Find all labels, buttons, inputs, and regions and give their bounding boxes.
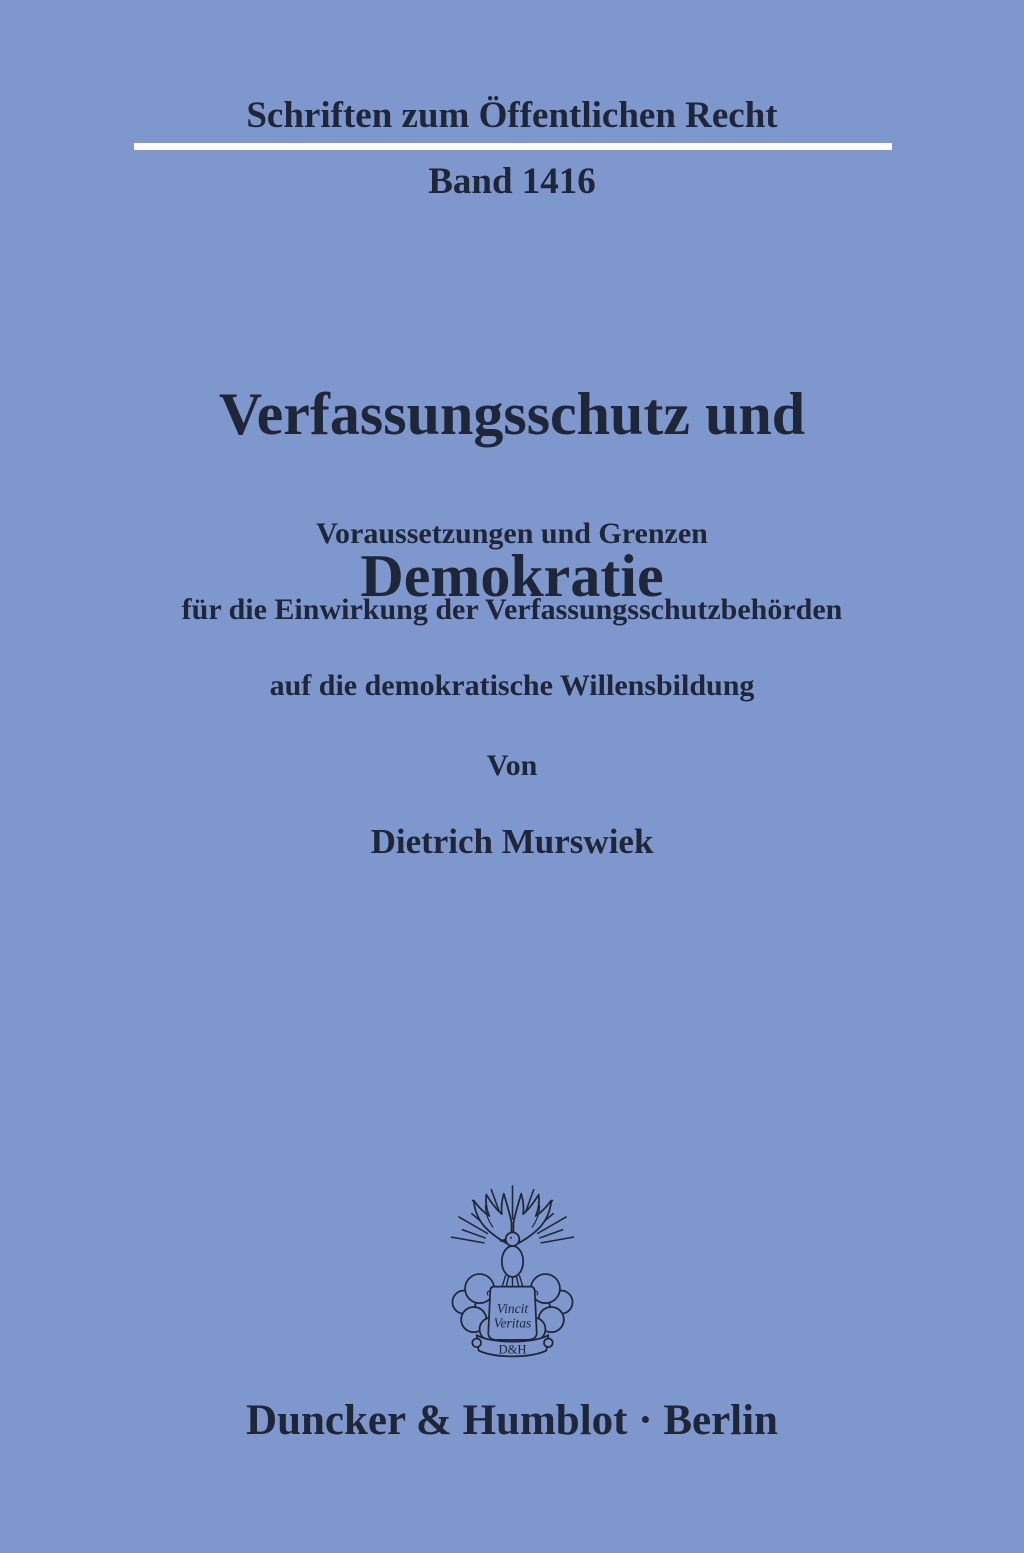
subtitle-line2: für die Einwirkung der Verfassungsschutzbehörden [181,593,843,626]
book-title-line1: Verfassungsschutz und [218,381,806,447]
logo-text [493,1301,531,1357]
publisher-imprint: Duncker & Humblot · Berlin [246,1397,778,1444]
series-divider-rule [134,143,892,150]
band-number: Band 1416 [428,161,596,202]
subtitle-line1: Voraussetzungen und Grenzen [316,517,708,550]
series-title: Schriften zum Öffentlichen Recht [246,95,778,136]
publisher-logo-area [0,1184,1024,1373]
subtitle-line3: auf die demokratische Willensbildung [269,669,755,702]
book-subtitle [0,477,1024,743]
byline: Von [486,749,538,782]
logo-motto-line1: Vincit [496,1300,528,1316]
logo-initials: D&H [498,1342,526,1357]
author-name: Dietrich Murswiek [370,822,654,861]
publisher-eagle-logo-icon [435,1184,590,1368]
book-title-line2: Demokratie [360,543,664,609]
logo-motto-line2: Veritas [493,1315,531,1331]
